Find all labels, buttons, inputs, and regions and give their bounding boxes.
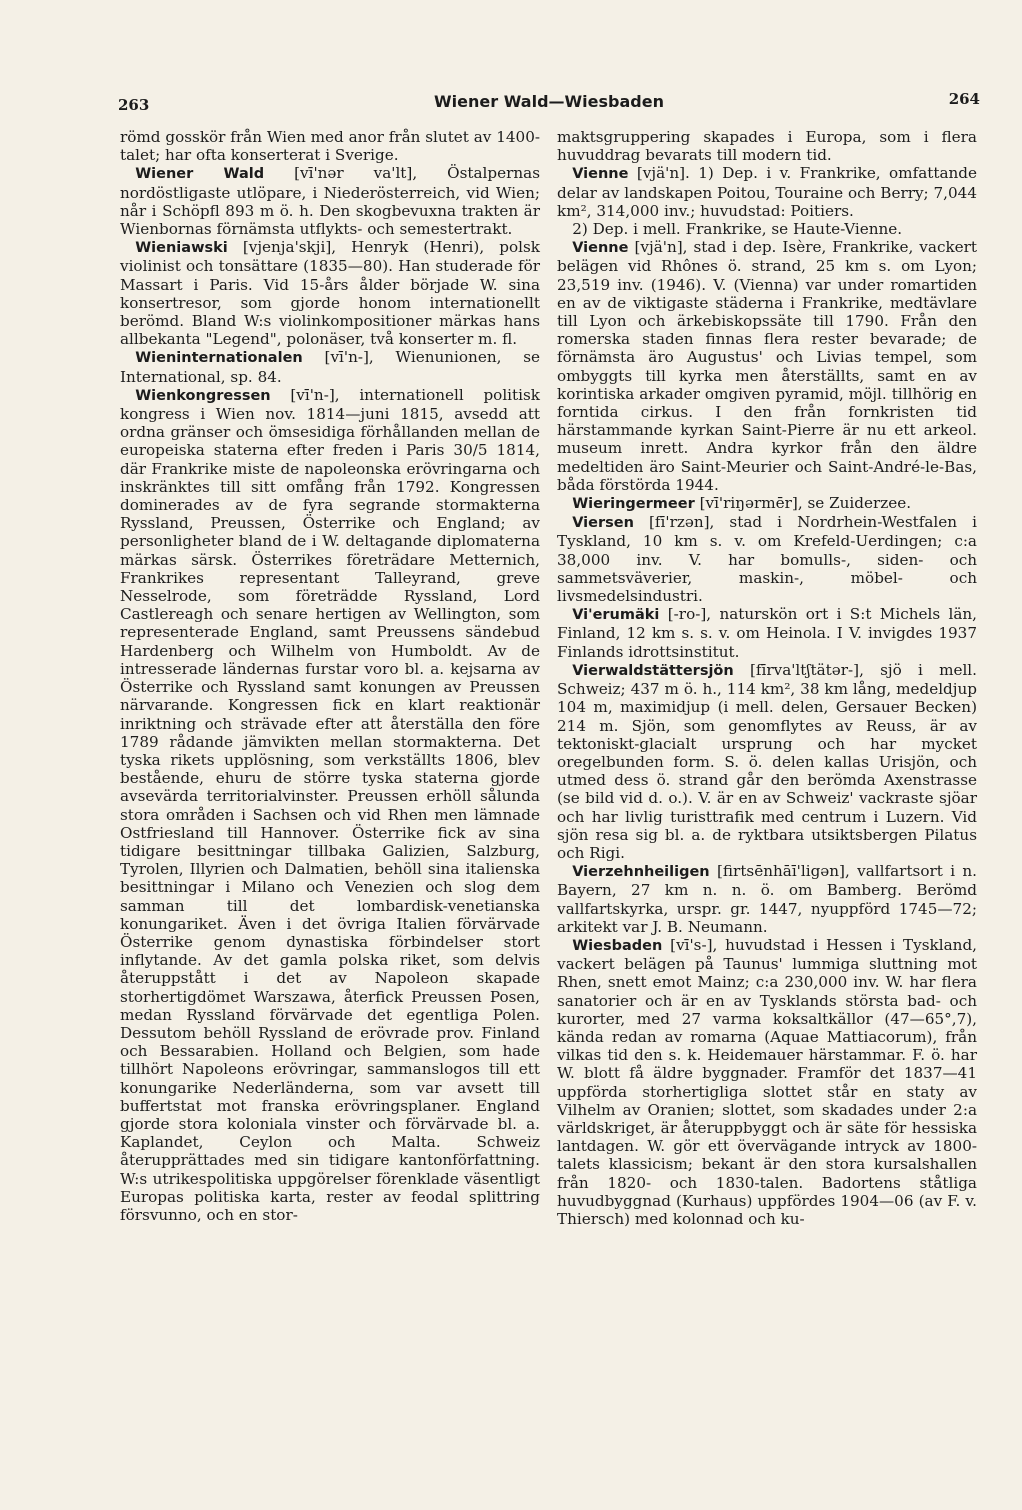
entry-text: 2) Dep. i mell. Frankrike, se Haute-Vienne. [572, 220, 903, 239]
page-number-left: 263 [118, 96, 150, 114]
left-column [120, 128, 540, 1224]
entry-wieninternationalen [120, 348, 540, 385]
entry-text: [fīrva'ltʃtätər-], sjö i mell. Schweiz; 437 m ö. h., 114 km², 38 km lång, medeldjup 104 m, maximidjup (i mell. delen, Gersauer Becken) 214 m. Sjön, som genomflytes av Reuss, är av tektoniskt-glacialt ursprung och har mycket oregelbunden form. S. ö. delen kallas Urisjön, och utmed dess ö. strand går den berömda Axenstrasse (se bild vid d. o.). V. är en av Schweiz' vackraste sjöar och har livlig turisttrafik med centrum i Luzern. Vid sjön resa sig bl. a. de ryktbara utsiktsbergen Pilatus och Rigi. [557, 660, 977, 862]
entry-text: [vī'nər va'lt], Östalpernas nordöstligaste utlöpare, i Niederösterreich, vid Wien; når i Schöpfl 893 m ö. h. Den skogbevuxna trakten är Wienbornas förnämsta utflykts- och semestertrakt. [120, 164, 541, 239]
entry-wiener-wald [120, 164, 540, 238]
headword: Vienne [572, 240, 629, 257]
headword: Vierwaldstättersjön [572, 662, 734, 679]
entry-vienne-city [557, 238, 977, 494]
entry-wiesbaden [557, 936, 977, 1228]
entry-vierumaki [557, 605, 977, 661]
entry-wienkongressen [120, 386, 540, 1224]
running-title: Wiener Wald—Wiesbaden [434, 92, 664, 111]
entry-vierwaldstattersjon [557, 661, 977, 862]
entry-text: [vjenja'skji], Henryk (Henri), polsk violinist och tonsättare (1835—80). Han studerade för Massart i Paris. Vid 15-års ålder började W. sina konsertresor, som gjorde honom internationellt berömd. Bland W:s violinkompositioner märkas hans allbekanta "Legend", polonäser, två konserter m. fl. [120, 238, 541, 349]
entry-wieniawski [120, 238, 540, 348]
page-header [118, 92, 980, 118]
page-number-right: 264 [948, 90, 980, 108]
headword: Wieniawski [135, 240, 228, 257]
entry-wieringermeer [557, 494, 977, 513]
entry-text: [vī'riŋərmēr], se Zuiderzee. [699, 494, 912, 513]
entry-text: [vī'n-], Wienunionen, se International, sp. 84. [120, 348, 541, 386]
entry-text: [vī's-], huvudstad i Hessen i Tyskland, vackert belägen på Taunus' lummiga sluttning mot Rhen, snett emot Mainz; c:a 230,000 inv. W. har flera sanatorier och är en av Tysklands största bad- och kurorter, med 27 varma koksaltkällor (47—65°,7), kända redan av romarna (Aquae Mattiacorum), från vilkas tid den s. k. Heidemauer härstammar. F. ö. har W. blott få äldre byggnader. Framför det 1837—41 uppförda storhertigliga slottet står en staty av Vilhelm av Oranien; slottet, som skadades under 2:a världskriget, är återuppbyggt och är säte för hessiska lantdagen. W. gör ett övervägande intryck av 1800-talets klassicism; bekant är den stora kursalshallen från 1820- och 1830-talen. Badortens ståtliga huvudbyggnad (Kurhaus) uppfördes 1904—06 (av F. v. Thiersch) med kolonnad och ku- [557, 935, 977, 1228]
entry-text: [fī'rzən], stad i Nordrhein-Westfalen i Tyskland, 10 km s. v. om Krefeld-Uerdingen; c:a 38,000 inv. V. har bomulls-, siden- och sammetsväverier, maskin-, möbel- och livsmedelsindustri. [557, 513, 977, 606]
entry-text: [vjä'n], stad i dep. Isère, Frankrike, vackert belägen vid Rhônes ö. strand, 25 km s. om Lyon; 23,519 inv. (1946). V. (Vienna) var under romartiden en av de viktigaste städerna i Frankrike, medtävlare till Lyon och ärkebiskopssäte till 1790. Från den romerska staden finnas flera rester bevarade; de förnämsta äro Augustus' och Livias tempel, som ombyggts till kyrka men återställts, samt en av korintiska arkader omgiven pyramid, möjl. tillhörig en forntida cirkus. I den från fornkristen tid härstammande kyrkan Saint-Pierre är nu ett arkeol. museum inrett. Andra kyrkor från den äldre medeltiden äro Saint-Meurier och Saint-André-le-Bas, båda förstörda 1944. [557, 238, 978, 494]
entry-vienne-dep-2 [557, 220, 977, 238]
entry-text: [vī'n-], internationell politisk kongress i Wien nov. 1814—juni 1815, avsedd att ordna gränser och ömsesidiga förhållanden mellan de europeiska staterna efter freden i Paris 30/5 1814, där Frankrike miste de napoleonska erövringarna och inskränktes till sitt omfång från 1792. Kongressen dominerades av de fyra segrande stormakterna Ryssland, Preussen, Österrike och England; av personligheter bland de i W. deltagande diplomaterna märkas särsk. Österrikes företrädare Metternich, Frankrikes representant Talleyrand, greve Nesselrode, som företrädde Ryssland, Lord Castlereagh och senare hertigen av Wellington, som representerade England, samt Preussens sändebud Hardenberg och Wilhelm von Humboldt. Av de intresserade ländernas furstar voro bl. a. kejsarna av Österrike och Ryssland samt konungen av Preussen närvarande. Kongressen fick en klart reaktionär inriktning och strävade efter att återställa den före 1789 rådande jämvikten mellan stormakterna. Det tyska rikets upplösning, som verkställts 1806, blev bestående, ehuru de större tyska staterna gjorde avsevärda territorialvinster. Preussen erhöll sålunda stora områden i Sachsen och vid Rhen men lämnade Ostfriesland till Hannover. Österrike fick av sina tidigare besittningar tillbaka Galizien, Salzburg, Tyrolen, Illyrien och Dalmatien, behöll sina italienska besittningar i Milano och Venezien och slog dem samman till det lombardisk-venetianska konungariket. Även i det övriga Italien förvärvade Österrike genom dynastiska förbindelser stort inflytande. Av det gamla polska riket, som delvis återuppstått i det av Napoleon skapade storhertigdömet Warszawa, återfick Preussen Posen, medan Ryssland förvärvade det egentliga Polen. Dessutom behöll Ryssland de erövrade prov. Finland och Bessarabien. Holland och Belgien, som hade tillhört Napoleons erövringar, sammanslogos till ett konungarike Nederländerna, som var avsett till buffertstat mot franska erövringsplaner. England gjorde stora koloniala vinster och förvärvade bl. a. Kaplandet, Ceylon och Malta. Schweiz återupprättades med sin tidigare kantonförfattning. W:s utrikespolitiska uppgörelser förenklade väsentligt Europas politiska karta, rester av feodal splittring försvunno, och en stor- [120, 385, 540, 1224]
entry-viersen [557, 513, 977, 605]
headword: Viersen [572, 515, 634, 532]
headword: Vienne [572, 166, 629, 183]
entry-continuation: römd gosskör från Wien med anor från slutet av 1400-talet; har ofta konserterat i Sverige. [120, 128, 540, 165]
headword: Wieninternationalen [135, 350, 303, 367]
entry-vierzehnheiligen [557, 862, 977, 936]
entry-continuation: maktsgruppering skapades i Europa, som i flera huvuddrag bevarats till modern tid. [557, 128, 977, 165]
right-column [557, 128, 977, 1228]
headword: Wieringermeer [572, 496, 695, 513]
entry-text: [-ro-], naturskön ort i S:t Michels län, Finland, 12 km s. s. v. om Heinola. I V. invigdes 1937 Finlands idrottsinstitut. [557, 605, 977, 661]
entry-text: [firtsēnhāī'ligən], vallfartsort i n. Bayern, 27 km n. n. ö. om Bamberg. Berömd vallfartskyrka, urspr. gr. 1447, nyuppförd 1745—72; arkitekt var J. B. Neumann. [557, 862, 978, 936]
headword: Vi'erumäki [572, 607, 660, 624]
entry-vienne-dep [557, 164, 977, 220]
headword: Wiener Wald [135, 166, 265, 183]
headword: Vierzehnheiligen [572, 864, 710, 881]
headword: Wiesbaden [572, 937, 663, 954]
headword: Wienkongressen [135, 387, 271, 404]
entry-text: [vjä'n]. 1) Dep. i v. Frankrike, omfattande delar av landskapen Poitou, Touraine och Berry; 7,044 km², 314,000 inv.; huvudstad: Poitiers. [557, 164, 978, 220]
